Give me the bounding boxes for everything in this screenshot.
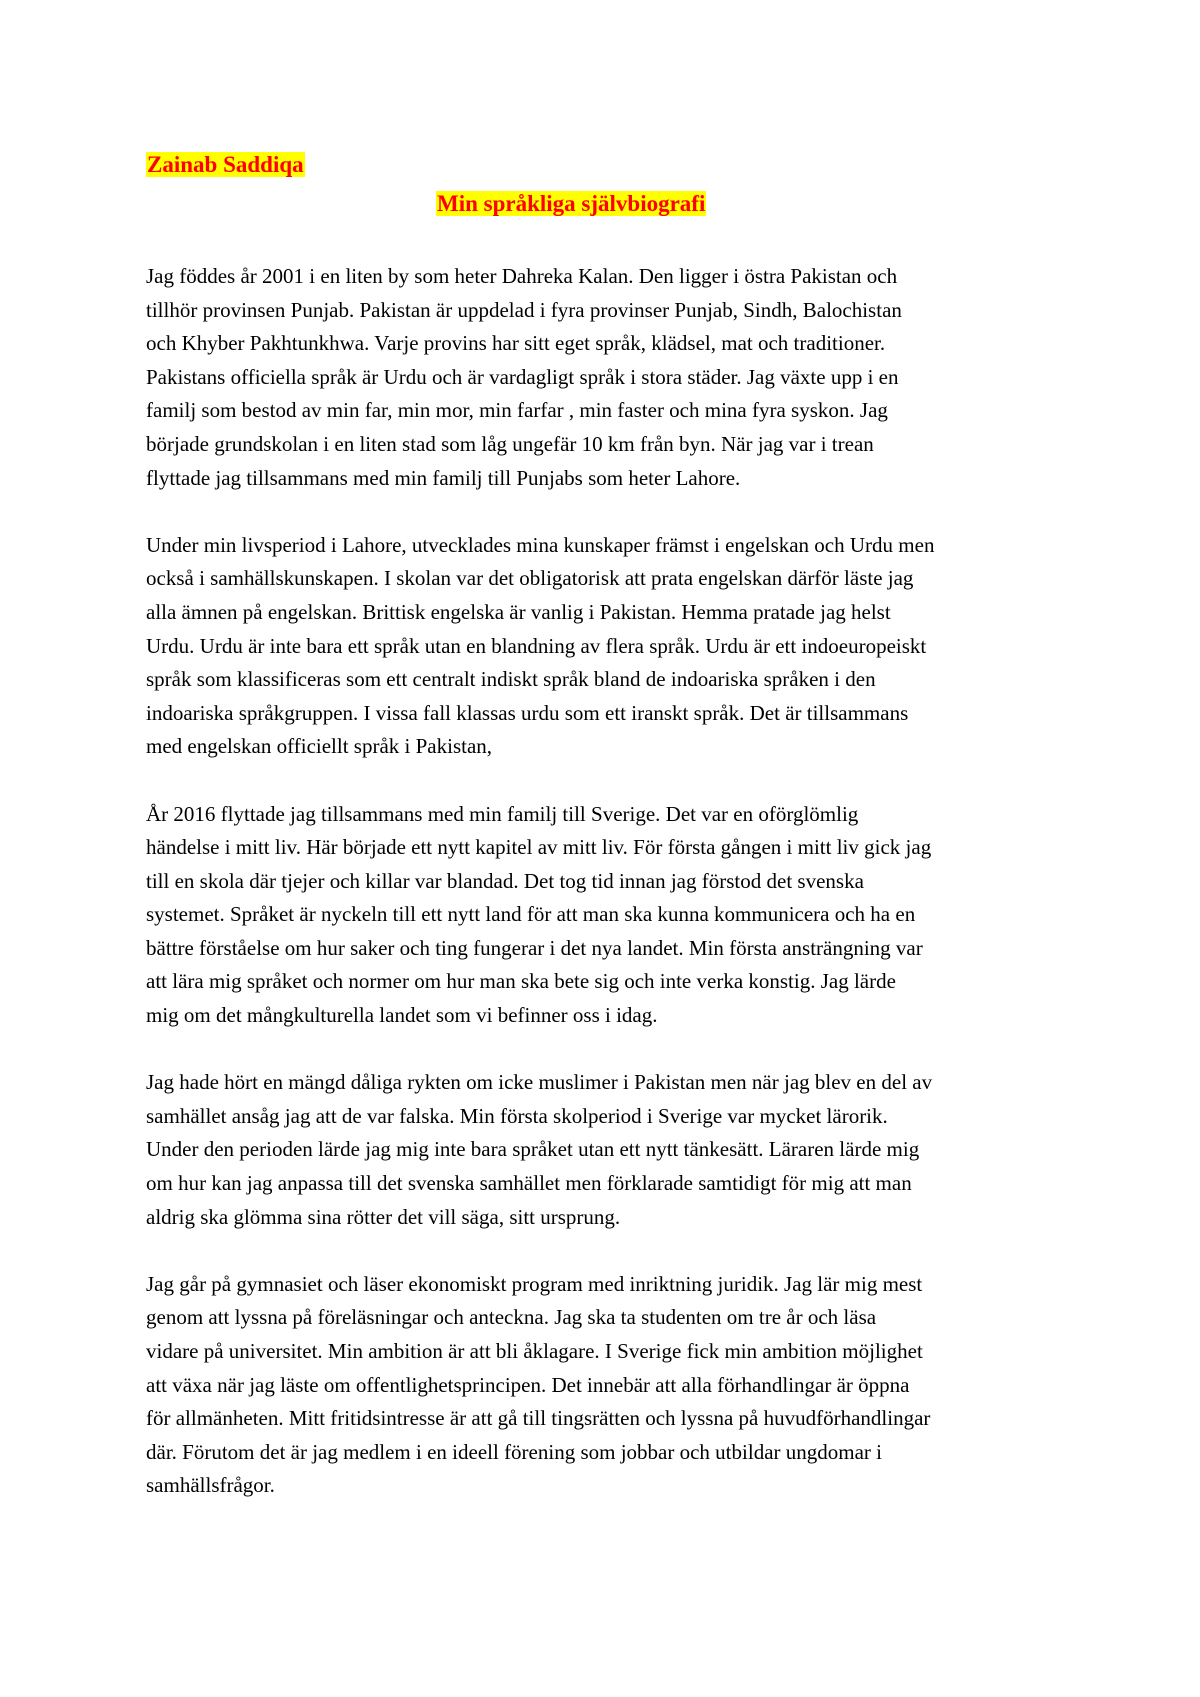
paragraph-line: samhällsfrågor.: [146, 1473, 275, 1498]
document-body: [146, 260, 1068, 1537]
paragraph-line: tillhör provinsen Punjab. Pakistan är uppdelad i fyra provinser Punjab, Sindh, Balochistan: [146, 297, 902, 322]
paragraph-line: händelse i mitt liv. Här började ett nytt kapitel av mitt liv. För första gången i mitt liv gick jag: [146, 835, 932, 860]
document-title: [436, 189, 706, 219]
paragraph-line: genom att lyssna på föreläsningar och anteckna. Jag ska ta studenten om tre år och läsa: [146, 1305, 877, 1330]
paragraph-1: [146, 260, 1068, 495]
paragraph-line: Jag hade hört en mängd dåliga rykten om icke muslimer i Pakistan men när jag blev en del av: [146, 1070, 933, 1095]
paragraph-5: [146, 1268, 1068, 1503]
paragraph-line: Urdu. Urdu är inte bara ett språk utan en blandning av flera språk. Urdu är ett indoeuropeiskt: [146, 633, 927, 658]
paragraph-line: började grundskolan i en liten stad som låg ungefär 10 km från byn. När jag var i trean: [146, 431, 874, 456]
paragraph-line: vidare på universitet. Min ambition är att bli åklagare. I Sverige fick min ambition möjlighet: [146, 1339, 923, 1363]
paragraph-line: Jag föddes år 2001 i en liten by som heter Dahreka Kalan. Den ligger i östra Pakistan och: [146, 264, 898, 288]
paragraph-line: att växa när jag läste om offentlighetsprincipen. Det innebär att alla förhandlingar är öppna: [146, 1372, 910, 1397]
paragraph-line: att lära mig språket och normer om hur man ska bete sig och inte verka konstig. Jag lärde: [146, 969, 896, 994]
paragraph-line: Jag går på gymnasiet och läser ekonomiskt program med inriktning juridik. Jag lär mig mest: [146, 1271, 923, 1296]
paragraph-line: och Khyber Pakhtunkhwa. Varje provins har sitt eget språk, klädsel, mat och traditioner.: [146, 331, 886, 356]
paragraph-2: [146, 529, 1068, 764]
paragraph-line: till en skola där tjejer och killar var blandad. Det tog tid innan jag förstod det svenska: [146, 868, 864, 893]
paragraph-line: systemet. Språket är nyckeln till ett nytt land för att man ska kunna kommunicera och ha en: [146, 902, 916, 927]
paragraph-line: År 2016 flyttade jag tillsammans med min familj till Sverige. Det var en oförglömlig: [146, 801, 859, 826]
paragraph-line: aldrig ska glömma sina rötter det vill säga, sitt ursprung.: [146, 1204, 621, 1229]
paragraph-line: för allmänheten. Mitt fritidsintresse är att gå till tingsrätten och lyssna på huvudförhandlingar: [146, 1406, 931, 1431]
author-name-highlight: Zainab Saddiqa: [147, 152, 304, 177]
paragraph-line: Under den perioden lärde jag mig inte bara språket utan ett nytt tänkesätt. Läraren lärde mig: [146, 1137, 920, 1162]
paragraph-line: samhället ansåg jag att de var falska. Min första skolperiod i Sverige var mycket lärorik.: [146, 1103, 888, 1128]
paragraph-line: flyttade jag tillsammans med min familj till Punjabs som heter Lahore.: [146, 465, 741, 490]
paragraph-line: också i samhällskunskapen. I skolan var det obligatorisk att prata engelskan därför läste jag: [146, 566, 914, 591]
paragraph-line: alla ämnen på engelskan. Brittisk engelska är vanlig i Pakistan. Hemma pratade jag helst: [146, 599, 891, 624]
paragraph-line: Pakistans officiella språk är Urdu och är vardagligt språk i stora städer. Jag växte upp i en: [146, 364, 899, 389]
paragraph-line: bättre förståelse om hur saker och ting fungerar i det nya landet. Min första ansträngning var: [146, 935, 923, 960]
paragraph-line: Under min livsperiod i Lahore, utvecklades mina kunskaper främst i engelskan och Urdu men: [146, 532, 935, 557]
author-name: [146, 150, 305, 180]
paragraph-line: där. Förutom det är jag medlem i en ideell förening som jobbar och utbildar ungdomar i: [146, 1439, 882, 1464]
paragraph-line: språk som klassificeras som ett centralt indiskt språk bland de indoariska språken i den: [146, 667, 876, 692]
paragraph-line: med engelskan officiellt språk i Pakistan,: [146, 734, 493, 759]
paragraph-line: mig om det mångkulturella landet som vi befinner oss i idag.: [146, 1003, 658, 1028]
paragraph-4: [146, 1066, 1068, 1234]
paragraph-line: indoariska språkgruppen. I vissa fall klassas urdu som ett iranskt språk. Det är tillsammans: [146, 700, 909, 725]
paragraph-line: familj som bestod av min far, min mor, min farfar , min faster och mina fyra syskon. Jag: [146, 398, 888, 423]
document-title-highlight: Min språkliga självbiografi: [437, 191, 706, 216]
paragraph-line: om hur kan jag anpassa till det svenska samhället men förklarade samtidigt för mig att man: [146, 1171, 912, 1196]
paragraph-3: [146, 798, 1068, 1033]
